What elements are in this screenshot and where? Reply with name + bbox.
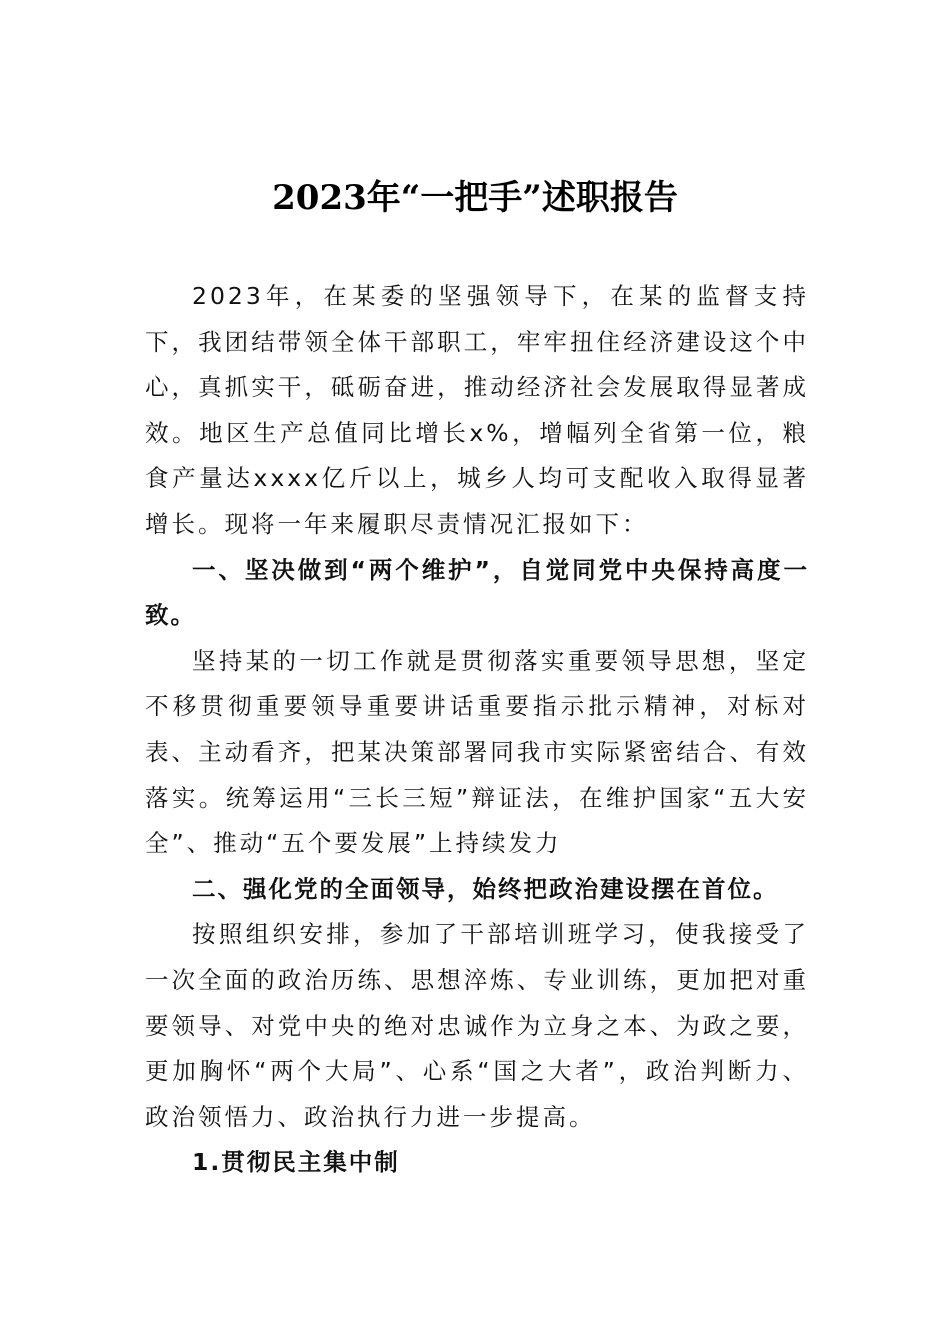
document-body bbox=[145, 274, 809, 1186]
section-heading-2: 二、强化党的全面领导，始终把政治建设摆在首位。 bbox=[192, 874, 779, 903]
section-1-paragraph: 坚持某的一切工作就是贯彻落实重要领导思想，坚定不移贯彻重要领导重要讲话重要指示批示精神，对标对表、主动看齐，把某决策部署同我市实际紧密结合、有效落实。统筹运用“三长三短”辩证法，在维护国家“五大安全”、推动“五个要发展”上持续发力 bbox=[145, 646, 809, 858]
section-heading-1: 一、坚决做到“两个维护”，自觉同党中央保持高度一致。 bbox=[145, 555, 809, 630]
section-2-paragraph: 按照组织安排，参加了干部培训班学习，使我接受了一次全面的政治历练、思想淬炼、专业训练，更加把对重要领导、对党中央的绝对忠诚作为立身之本、为政之要，更加胸怀“两个大局”、心系“国之大者”，政治判断力、政治领悟力、政治执行力进一步提高。 bbox=[145, 920, 809, 1131]
intro-paragraph: 2023年，在某委的坚强领导下，在某的监督支持下，我团结带领全体干部职工，牢牢扭住经济建设这个中心，真抓实干，砥砺奋进，推动经济社会发展取得显著成效。地区生产总值同比增长x%，增幅列全省第一位，粮食产量达xxxx亿斤以上，城乡人均可支配收入取得显著增长。现将一年来履职尽责情况汇报如下： bbox=[145, 282, 809, 538]
document-title: 2023年“一把手”述职报告 bbox=[272, 178, 678, 218]
subsection-heading-1: 1.贯彻民主集中制 bbox=[192, 1148, 400, 1177]
